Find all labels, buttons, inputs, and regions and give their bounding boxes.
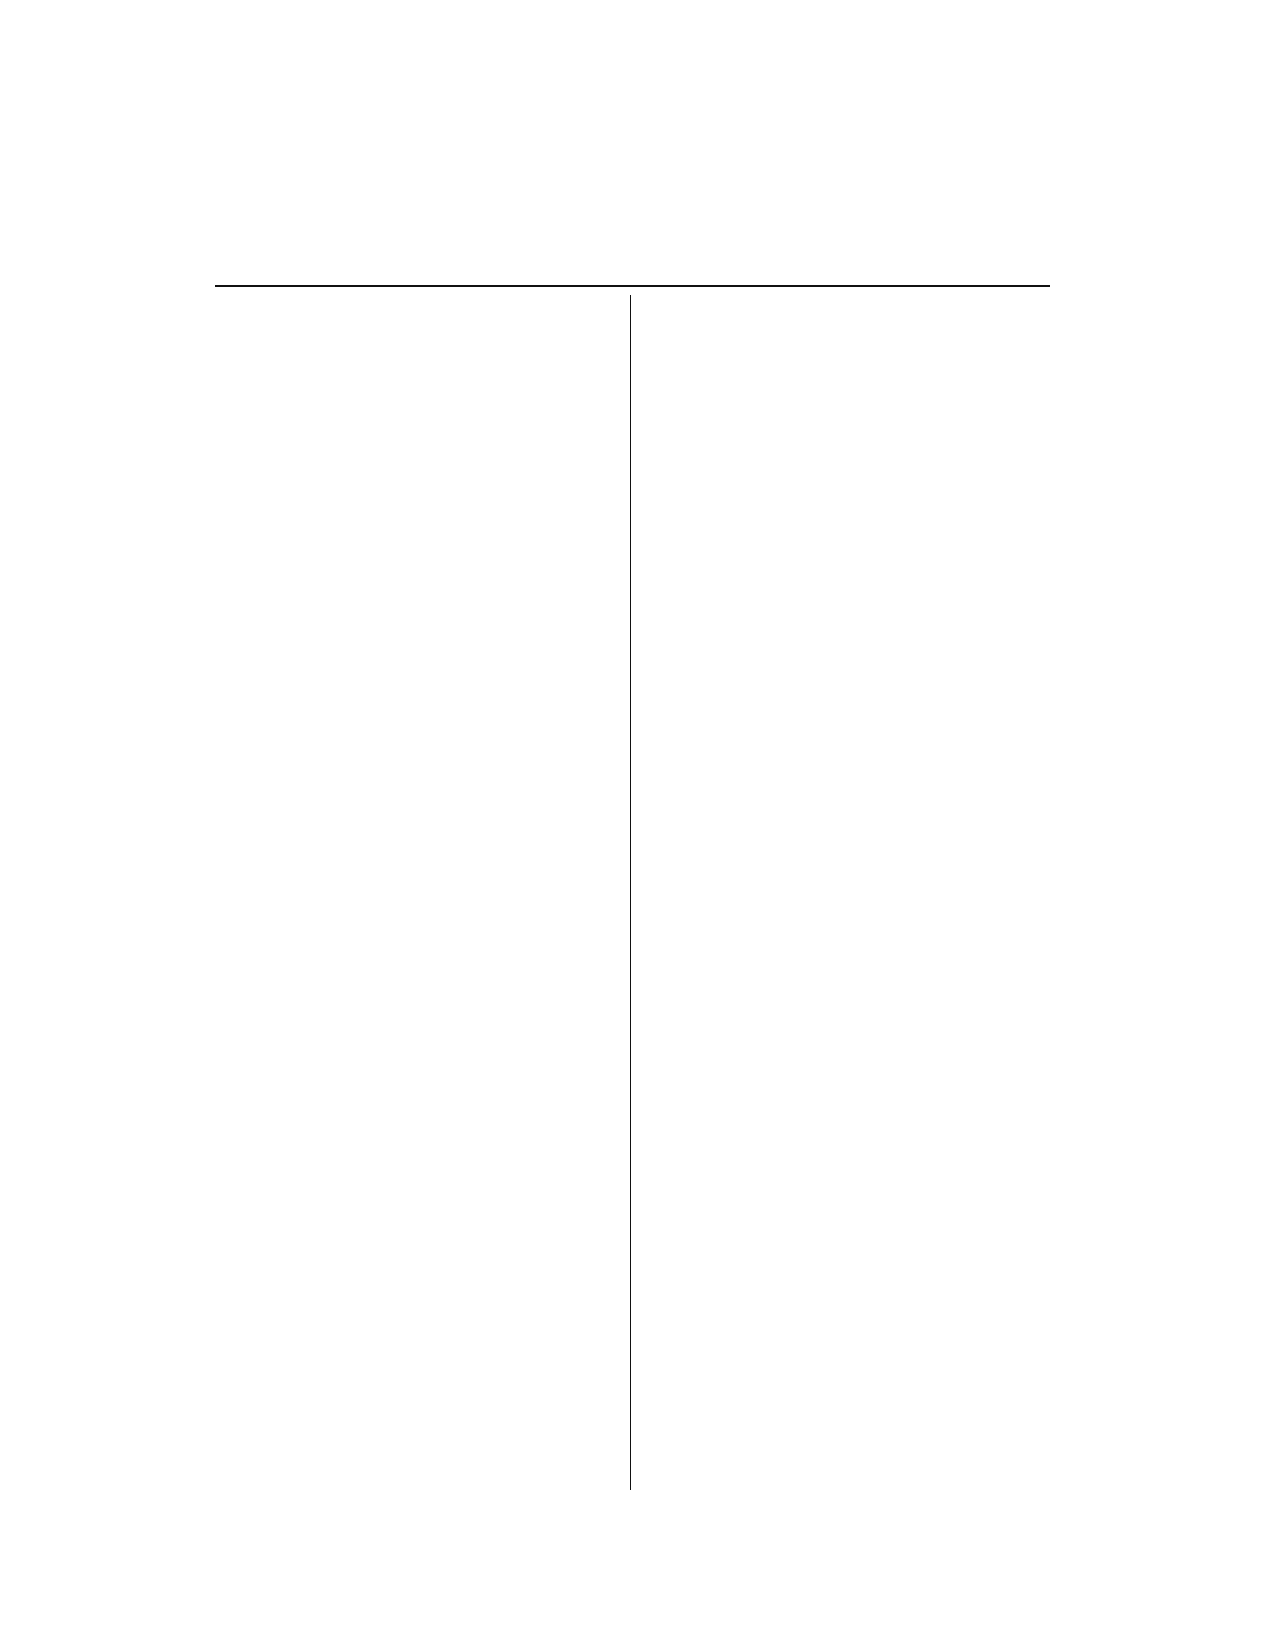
page-header [215, 258, 1050, 280]
left-column [215, 300, 615, 306]
header-rule [215, 285, 1050, 287]
column-divider [630, 295, 631, 1490]
